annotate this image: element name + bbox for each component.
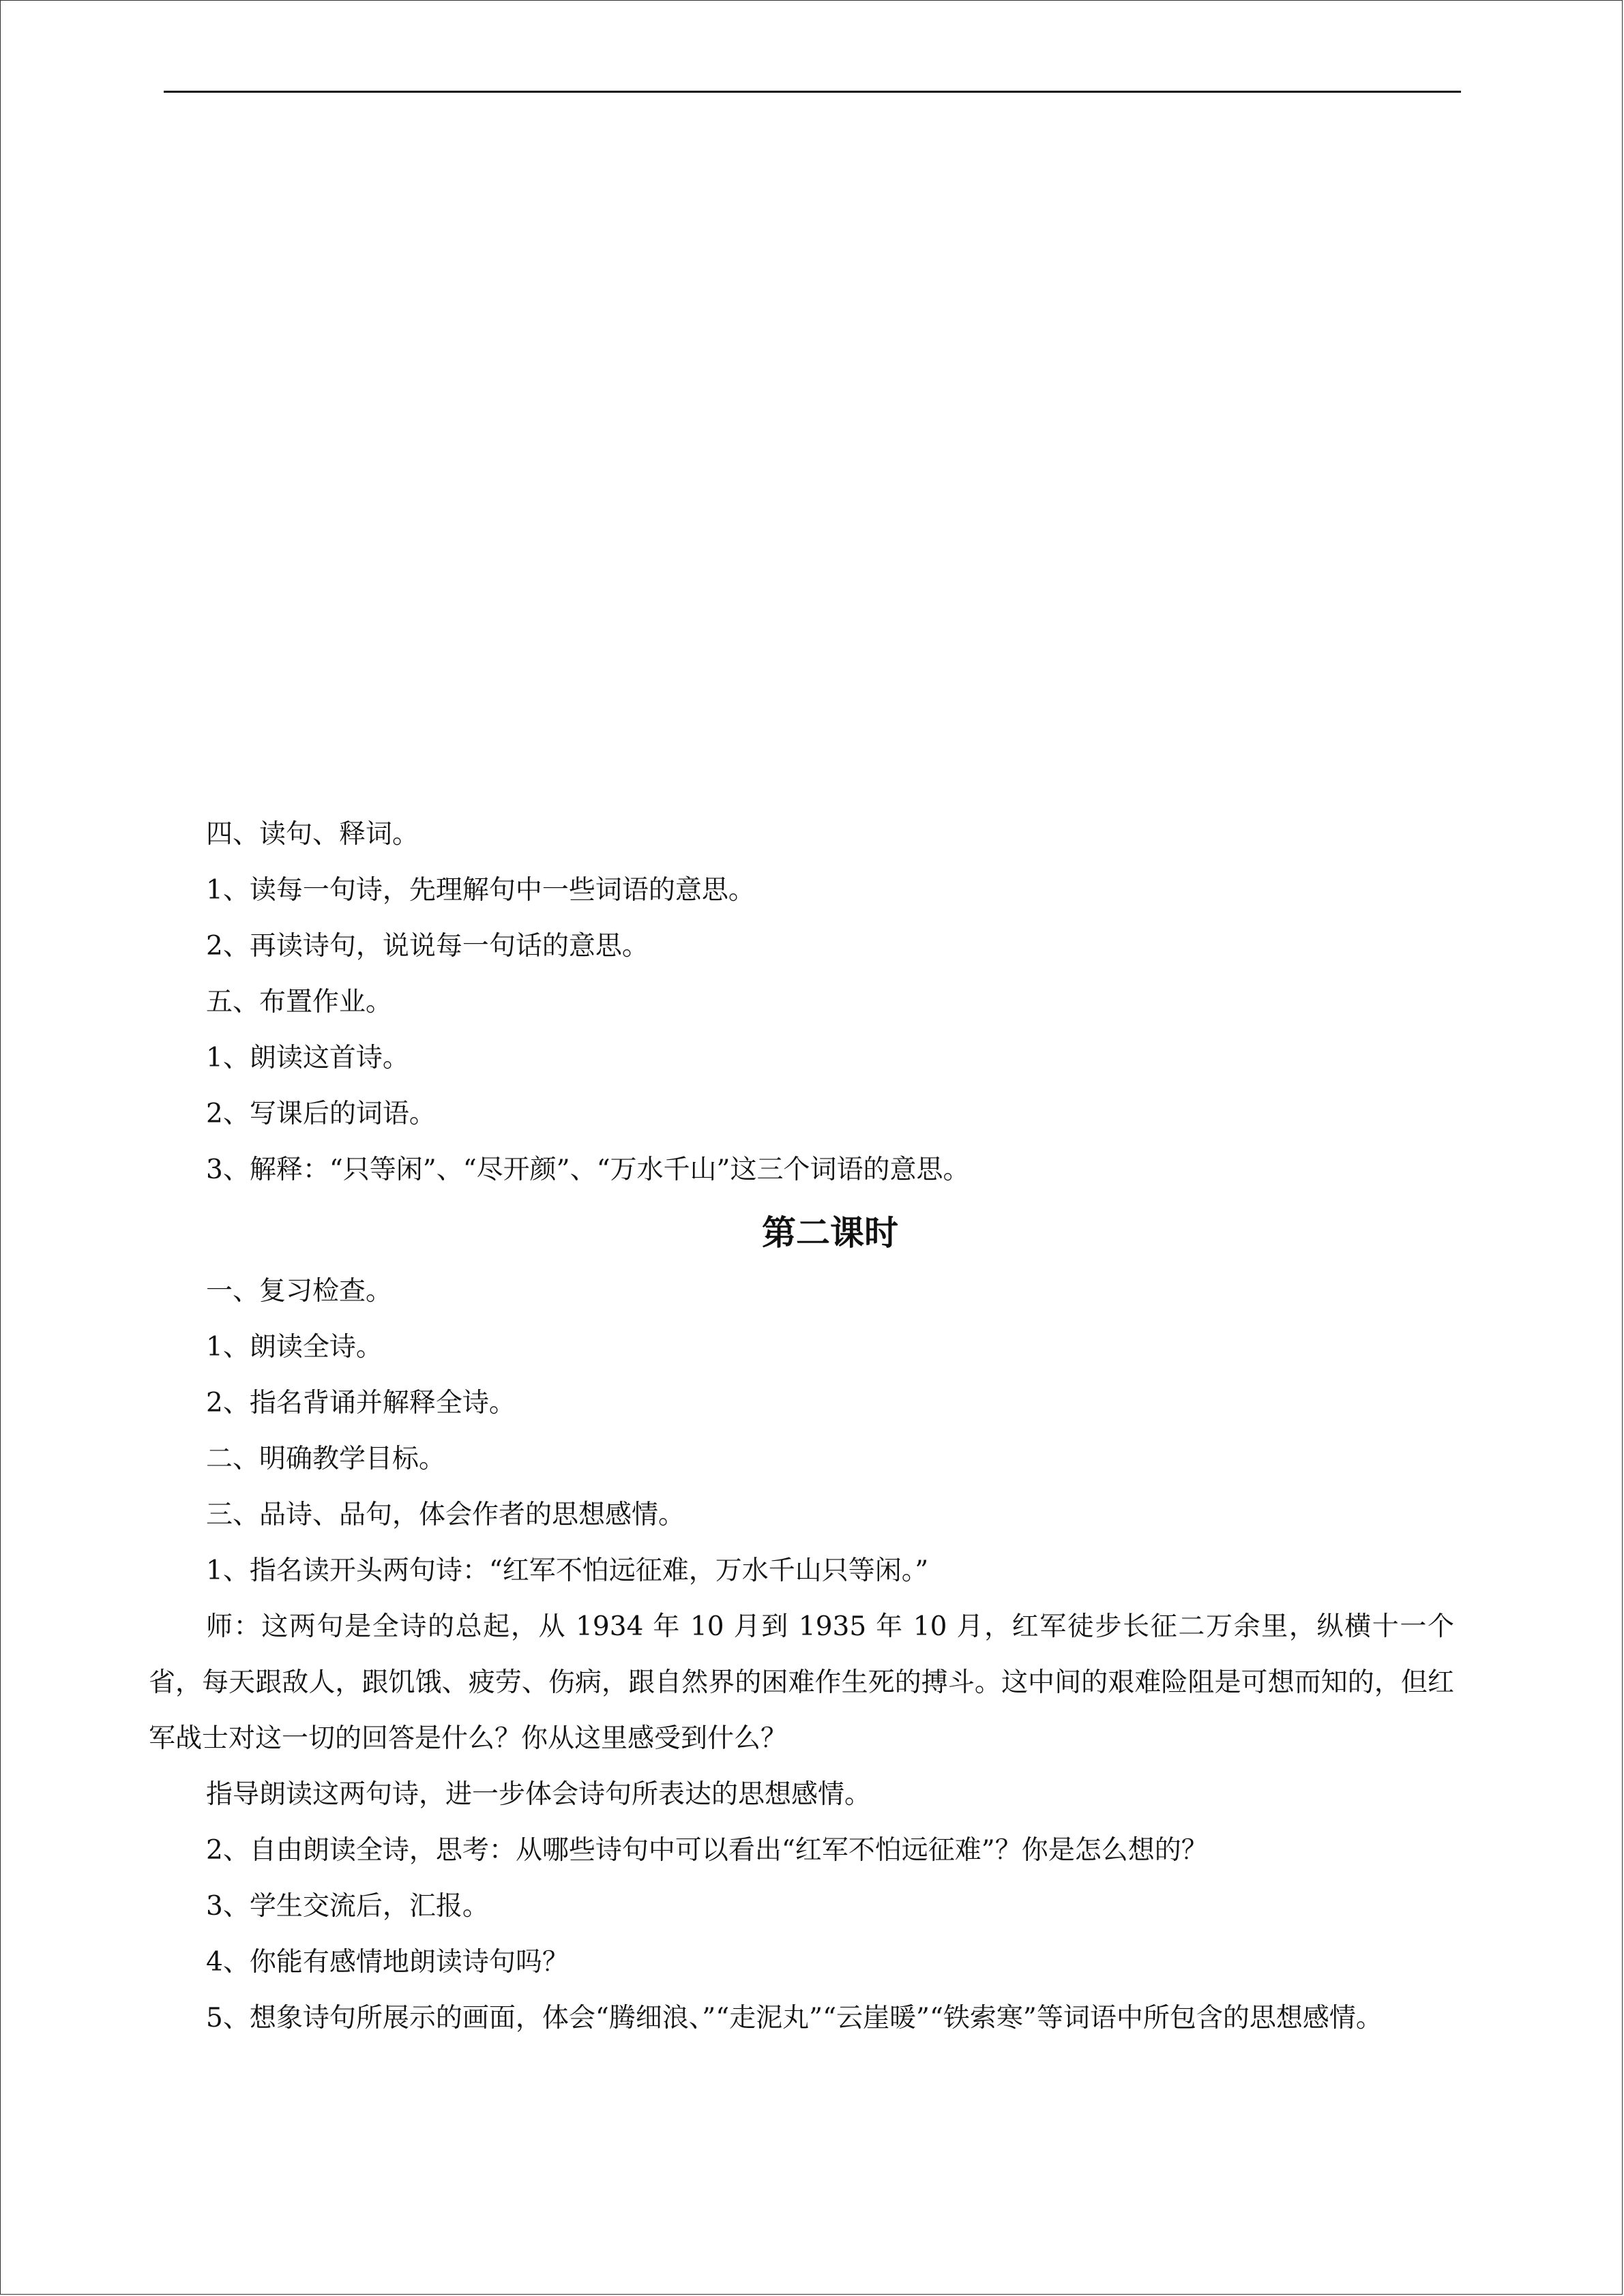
list-item: 4、你能有感情地朗读诗句吗？ (206, 1947, 569, 1978)
list-item: 1、朗读这首诗。 (206, 1043, 409, 1073)
list-item: 指导朗读这两句诗，进一步体会诗句所表达的思想感情。 (206, 1779, 872, 1810)
list-item: 2、指名背诵并解释全诗。 (206, 1388, 516, 1418)
teacher-paragraph: 师：这两句是全诗的总起，从 1934 年 10 月到 1935 年 10 月，红军徒步长征二万余里，纵横十一个省，每天跟敌人，跟饥饿、疲劳、伤病，跟自然界的困难作生死的搏斗。这中间的艰难险阻是可想而知的，但红军战士对这一切的回答是什么？你从这里感受到什么？ (149, 1611, 1454, 1754)
header-rule (164, 91, 1461, 93)
heading-goals: 二、明确教学目标。 (206, 1444, 446, 1474)
document-body (149, 807, 1454, 2046)
final-paragraph: 5、想象诗句所展示的画面，体会“腾细浪、”“走泥丸”“云崖暖”“铁索寒”等词语中所包含的思想感情。 (206, 2003, 1383, 2033)
heading-read-sentences: 四、读句、释词。 (206, 819, 419, 850)
heading-review: 一、复习检查。 (206, 1276, 393, 1307)
section-title: 第二课时 (762, 1213, 898, 1253)
list-item: 2、自由朗读全诗，思考：从哪些诗句中可以看出“红军不怕远征难”？你是怎么想的？ (206, 1835, 1208, 1866)
list-item: 2、再读诗句，说说每一句话的意思。 (206, 931, 649, 961)
list-item: 1、读每一句诗，先理解句中一些词语的意思。 (206, 875, 755, 906)
heading-appreciate: 三、品诗、品句，体会作者的思想感情。 (206, 1500, 685, 1530)
list-item: 1、朗读全诗。 (206, 1332, 383, 1362)
list-item: 2、写课后的词语。 (206, 1099, 436, 1129)
list-item: 3、学生交流后，汇报。 (206, 1891, 489, 1922)
heading-homework: 五、布置作业。 (206, 987, 393, 1017)
list-item: 1、指名读开头两句诗：“红军不怕远征难，万水千山只等闲。” (206, 1555, 929, 1586)
list-item: 3、解释：“只等闲”、“尽开颜”、“万水千山”这三个词语的意思。 (206, 1154, 970, 1185)
